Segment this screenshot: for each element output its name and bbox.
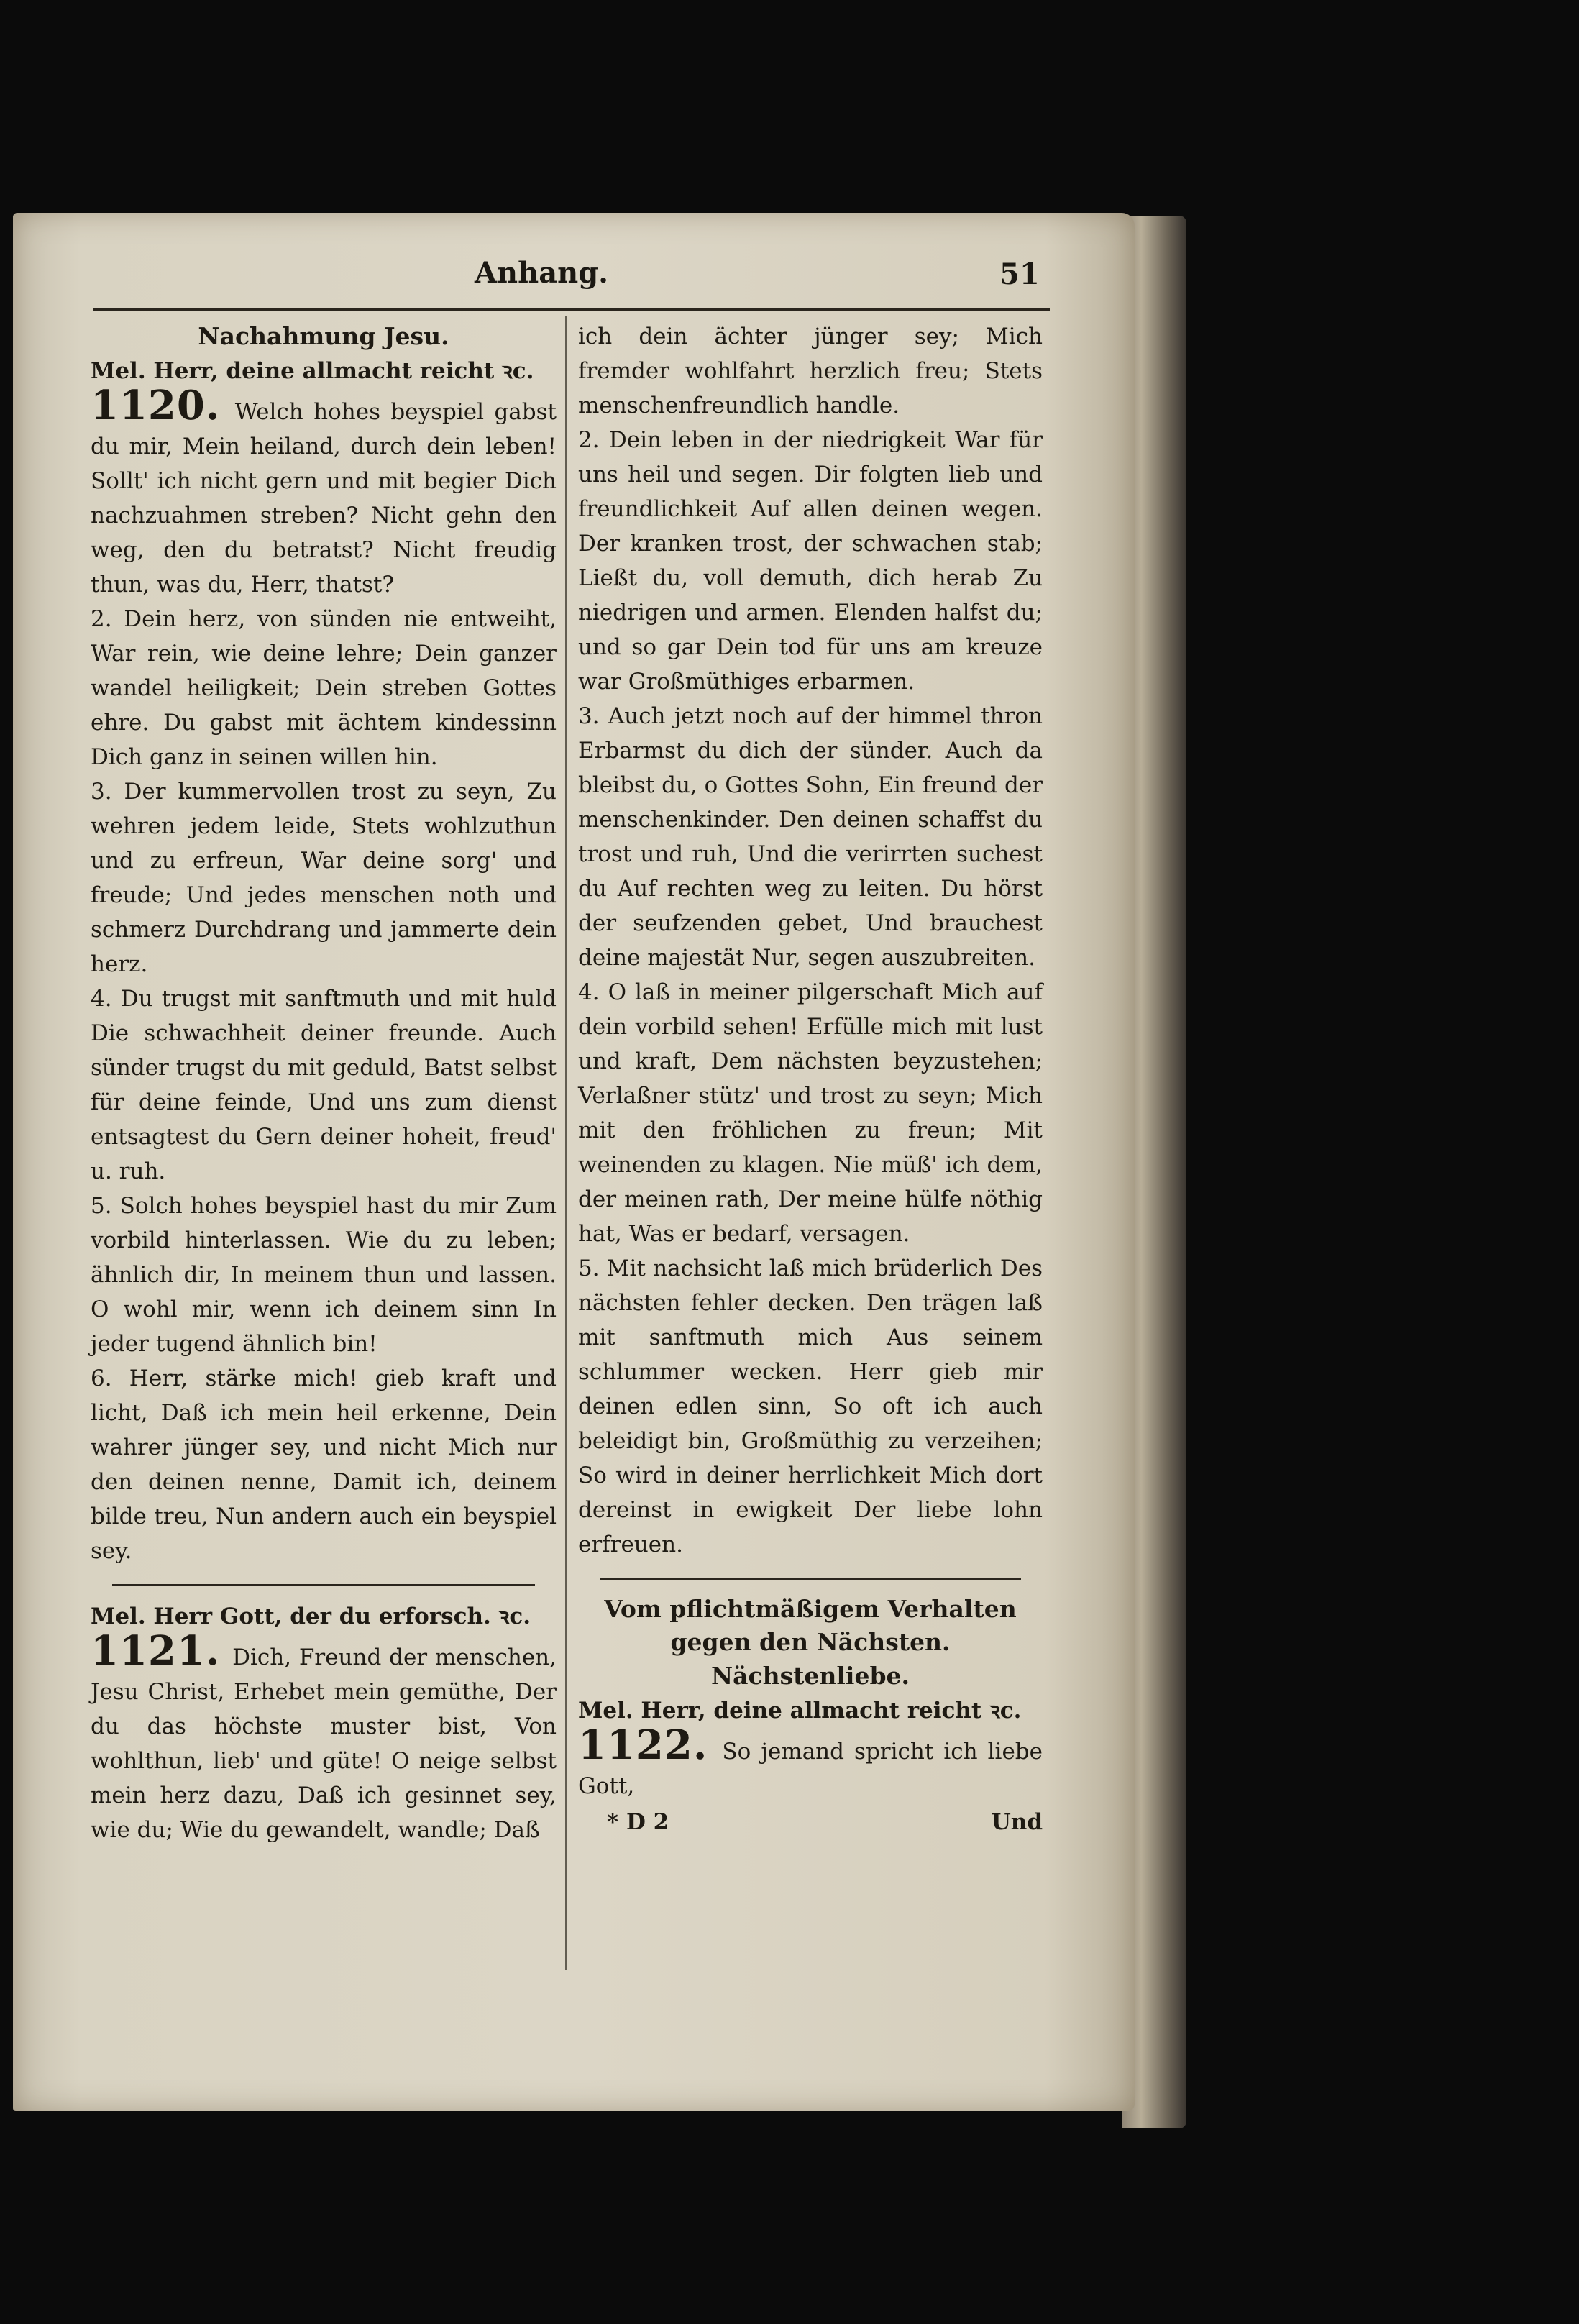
subheading: Nächstenliebe. (710, 1662, 910, 1690)
section-heading: Nachahmung Jesu. (198, 322, 449, 350)
header-rule (93, 308, 1050, 311)
verse-4: 4. Du trugst mit sanftmuth und mit huld Die schwachheit deiner freunde. Auch sünder trugst du mit geduld, Batst selbst für deine feinde, Und uns zum dienst entsagtest du Gern deiner hoheit, freud' u. ruh. (91, 986, 557, 1184)
right-column (578, 319, 1043, 1839)
hymn-text: So jemand spricht ich liebe Gott, (578, 1739, 1043, 1799)
page-footer (578, 1805, 1043, 1839)
hymn-number: 1120. (91, 382, 221, 429)
hymn-1121 (91, 1627, 557, 1847)
verse-3: 3. Der kummervollen trost zu seyn, Zu wehren jedem leide, Stets wohlzuthun und zu erfreun, War deine sorg' und freude; Und jedes menschen noth und schmerz Durchdrang und jammerte dein herz. (91, 779, 557, 977)
hymn-1120 (91, 382, 557, 602)
verse-5: 5. Solch hohes beyspiel hast du mir Zum vorbild hinterlassen. Wie du zu leben; ähnlich dir, In meinem thun und lassen. O wohl mir, wenn ich deinem sinn In jeder tugend ähnlich bin! (91, 1193, 557, 1357)
hymn-continuation: ich dein ächter jünger sey; Mich fremder wohlfahrt herzlich freu; Stets menschenfreundlich handle. (578, 324, 1043, 418)
verse-5: 5. Mit nachsicht laß mich brüderlich Des nächsten fehler decken. Den trägen laß mit sanftmuth mich Aus seinem schlummer wecken. Herr gieb mir deinen edlen sinn, So oft ich auch beleidigt bin, Großmüthig zu verzeihen; So wird in deiner herrlichkeit Mich dort dereinst in ewigkeit Der liebe lohn erfreuen. (578, 1255, 1043, 1557)
melody-line: Mel. Herr Gott, der du erforsch. ꝛc. (91, 1604, 531, 1629)
column-divider (565, 316, 567, 1970)
hymn-number: 1121. (91, 1627, 221, 1675)
section-title: Vom pflichtmäßigem Verhalten gegen den Nächsten. (604, 1595, 1017, 1656)
verse-6: 6. Herr, stärke mich! gieb kraft und licht, Daß ich mein heil erkenne, Dein wahrer jünger sey, und nicht Mich nur den deinen nenne, Damit ich, deinem bilde treu, Nun andern auch ein beyspiel sey. (91, 1365, 557, 1564)
verse-2: 2. Dein leben in der niedrigkeit War für uns heil und segen. Dir folgten lieb und freundlichkeit Auf allen deinen wegen. Der kranken trost, der schwachen stab; Ließt du, voll demuth, dich herab Zu niedrigen und armen. Elenden halfst du; und so gar Dein tod für uns am kreuze war Großmüthiges erbarmen. (578, 427, 1043, 695)
verse-list (578, 423, 1043, 1562)
section-rule (112, 1584, 535, 1586)
signature-mark: * D 2 (607, 1809, 669, 1835)
running-head: Anhang. (475, 256, 609, 290)
verse-3: 3. Auch jetzt noch auf der himmel thron Erbarmst du dich der sünder. Auch da bleibst du, o Gottes Sohn, Ein freund der menschenkinder. Den deinen schaffst du trost und ruh, Und die verirrten suchest du Auf rechten weg zu leiten. Du hörst der seufzenden gebet, Und brauchest deine majestät Nur, segen auszubreiten. (578, 703, 1043, 971)
hymn-text: Dich, Freund der menschen, Jesu Christ, Erhebet mein gemüthe, Der du das höchste muster bist, Von wohlthun, lieb' und güte! O neige selbst mein herz dazu, Daß ich gesinnet sey, wie du; Wie du gewandelt, wandle; Daß (91, 1644, 557, 1843)
catchword: Und (991, 1809, 1043, 1835)
verse-2: 2. Dein herz, von sünden nie entweiht, War rein, wie deine lehre; Dein ganzer wandel heiligkeit; Dein streben Gottes ehre. Du gabst mit ächtem kindessinn Dich ganz in seinen willen hin. (91, 606, 557, 770)
verse-list (91, 602, 557, 1568)
hymn-number: 1122. (578, 1721, 708, 1769)
hymn-text: Welch hohes beyspiel gabst du mir, Mein heiland, durch dein leben! Sollt' ich nicht gern und mit begier Dich nachzuahmen streben? Nicht gehn den weg, den du betratst? Nicht freudig thun, was du, Herr, thatst? (91, 399, 557, 598)
page-header (0, 256, 1107, 299)
page-number: 51 (999, 257, 1040, 291)
left-column (91, 319, 557, 1847)
melody-line: Mel. Herr, deine allmacht reicht ꝛc. (578, 1698, 1022, 1724)
melody-line: Mel. Herr, deine allmacht reicht ꝛc. (91, 358, 534, 384)
verse-4: 4. O laß in meiner pilgerschaft Mich auf dein vorbild sehen! Erfülle mich mit lust und kraft, Dem nächsten beyzustehen; Verlaßner stütz' und trost zu seyn; Mich mit den fröhlichen zu freun; Mit weinenden zu klagen. Nie müß' ich dem, der meinen rath, Der meine hülfe nöthig hat, Was er bedarf, versagen. (578, 979, 1043, 1247)
hymn-1122 (578, 1721, 1043, 1803)
section-rule (600, 1578, 1021, 1580)
